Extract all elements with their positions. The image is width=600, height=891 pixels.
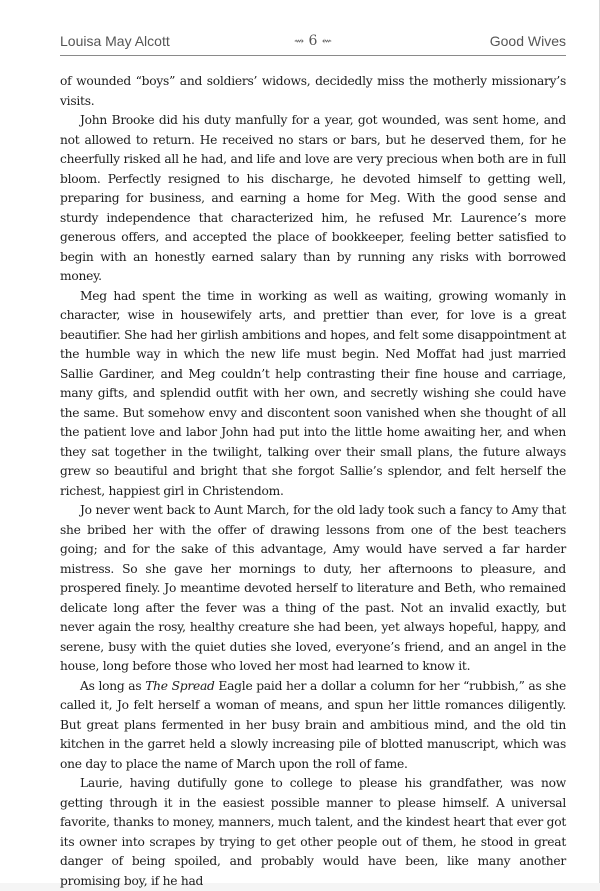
page-number-group: [294, 33, 332, 49]
header-author: Louisa May Alcott: [60, 33, 170, 49]
paragraph: Meg had spent the time in working as well as waiting, growing womanly in character, wise in housewifely arts, and prettier than ever, for love is a great beautifier. She had her girlish ambitions and hopes, and felt some disappointment at the humble way in which the new life must begin. Ned Moffat had just married Sallie Gardiner, and Meg couldn’t help contrasting their fine house and carriage, many gifts, and splendid outfit with her own, and secretly wishing she could have the same. But somehow envy and discontent soon vanished when she thought of all the patient love and labor John had put into the little home awaiting her, and when they sat together in the twilight, talking over their small plans, the future always grew so beautiful and bright that she forgot Sallie’s splendor, and felt herself the richest, happiest girl in Christendom.: [60, 288, 567, 498]
ornament-left-icon: ⇝: [294, 34, 305, 48]
header-rule: [60, 55, 566, 56]
paragraph: John Brooke did his duty manfully for a year, got wounded, was sent home, and not allowed to return. He received no stars or bars, but he deserved them, for he cheerfully risked all he had, and life and love are very precious when both are in full bloom. Perfectly resigned to his discharge, he devoted himself to getting well, preparing for business, and earning a home for Meg. With the good sense and sturdy independence that characterized him, he refused Mr. Laurence’s more generous offers, and accepted the place of bookkeeper, feeling better satisfied to begin with an honestly earned salary than by running any risks with borrowed money.: [60, 113, 566, 283]
paragraph-text: As long as: [80, 678, 146, 693]
ornament-right-icon: ⇜: [321, 34, 332, 48]
running-header: [60, 31, 566, 53]
paragraph: Jo never went back to Aunt March, for the old lady took such a fancy to Amy that she bribed her with the offer of drawing lessons from one of the best teachers going; and for the sake of this advantage, Amy would have served a far harder mistress. So she gave her mornings to duty, her afternoons to pleasure, and prospered finely. Jo meantime devoted herself to literature and Beth, who remained delicate long after the fever was a thing of the past. Not an invalid exactly, but never again the rosy, healthy creature she had been, yet always hopeful, happy, and serene, busy with the quiet duties she loved, everyone’s friend, and an angel in the house, long before those who loved her most had learned to know it.: [60, 503, 566, 673]
paragraph: of wounded “boys” and soldiers’ widows, decidedly miss the motherly missionary’s visits.: [60, 74, 566, 108]
newspaper-title: The Spread: [145, 678, 215, 693]
paragraph: Laurie, having dutifully gone to college to please his grandfather, was now getting through it in the easiest possible manner to please himself. A universal favorite, thanks to money, manners, much talent, and the kindest heart that ever got its owner into scrapes by trying to get other people out of them, he stood in great danger of being spoiled, and probably would have been, like many another promising boy, if he had: [60, 776, 566, 888]
paragraph: [60, 677, 566, 775]
paragraph-text: Eagle paid her a dollar a column for her “rubbish,” as she called it, Jo felt herself a woman of means, and spun her little romances diligently. But great plans fermented in her busy brain and ambitious mind, and the old tin kitchen in the garret held a slowly increasing pile of blotted manuscript, which was one day to place the name of March upon the roll of fame.: [60, 678, 566, 771]
body-text: [60, 72, 566, 891]
header-book-title: Good Wives: [489, 33, 566, 49]
page-number: 6: [308, 33, 318, 49]
